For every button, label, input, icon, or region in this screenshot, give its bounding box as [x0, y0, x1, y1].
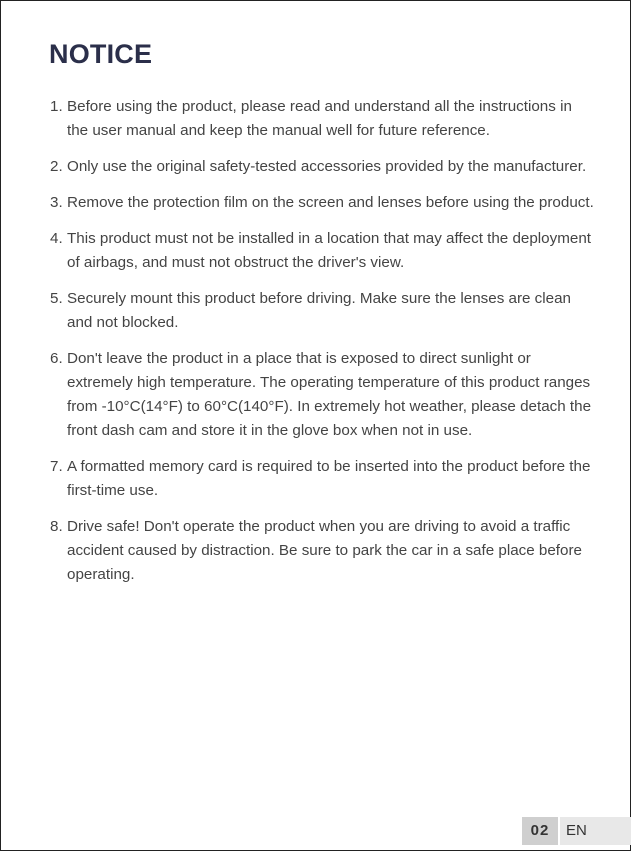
notice-number: 7. [50, 458, 63, 475]
notice-text: Securely mount this product before driving. Make sure the lenses are clean and not blocked. [67, 290, 571, 331]
notice-text: Don't leave the product in a place that is exposed to direct sunlight or extremely high temperature. The operating temperature of this product ranges from -10°C(14°F) to 60°C(140°F). In extremely hot weather, please detach the front dash cam and store it in the glove box when not in use. [67, 350, 592, 439]
notice-number: 3. [50, 194, 63, 211]
notice-item-6 [50, 347, 595, 443]
notice-item-8 [50, 515, 595, 587]
notice-number: 6. [50, 350, 63, 367]
notice-number: 8. [50, 518, 63, 535]
notice-number: 4. [50, 230, 63, 247]
notice-text: Drive safe! Don't operate the product when you are driving to avoid a traffic accident caused by distraction. Be sure to park the car in a safe place before operating. [67, 518, 582, 583]
notice-text: Before using the product, please read and understand all the instructions in the user manual and keep the manual well for future reference. [67, 98, 572, 139]
notice-item-1 [50, 95, 595, 143]
notice-text: A formatted memory card is required to be inserted into the product before the first-time use. [67, 458, 591, 499]
notice-text: Remove the protection film on the screen and lenses before using the product. [67, 194, 594, 211]
page-title: NOTICE [49, 39, 153, 69]
notice-item-7 [50, 455, 595, 503]
notice-number: 5. [50, 290, 63, 307]
notice-item-2 [50, 155, 595, 179]
notice-item-3 [50, 191, 595, 215]
notice-number: 1. [50, 98, 63, 115]
notice-list [50, 95, 595, 599]
notice-text: This product must not be installed in a location that may affect the deployment of airbags, and must not obstruct the driver's view. [67, 230, 591, 271]
page-number: 02 [522, 817, 558, 845]
notice-item-5 [50, 287, 595, 335]
notice-item-4 [50, 227, 595, 275]
language-label: EN [560, 817, 631, 845]
notice-number: 2. [50, 158, 63, 175]
notice-text: Only use the original safety-tested accessories provided by the manufacturer. [67, 158, 587, 175]
